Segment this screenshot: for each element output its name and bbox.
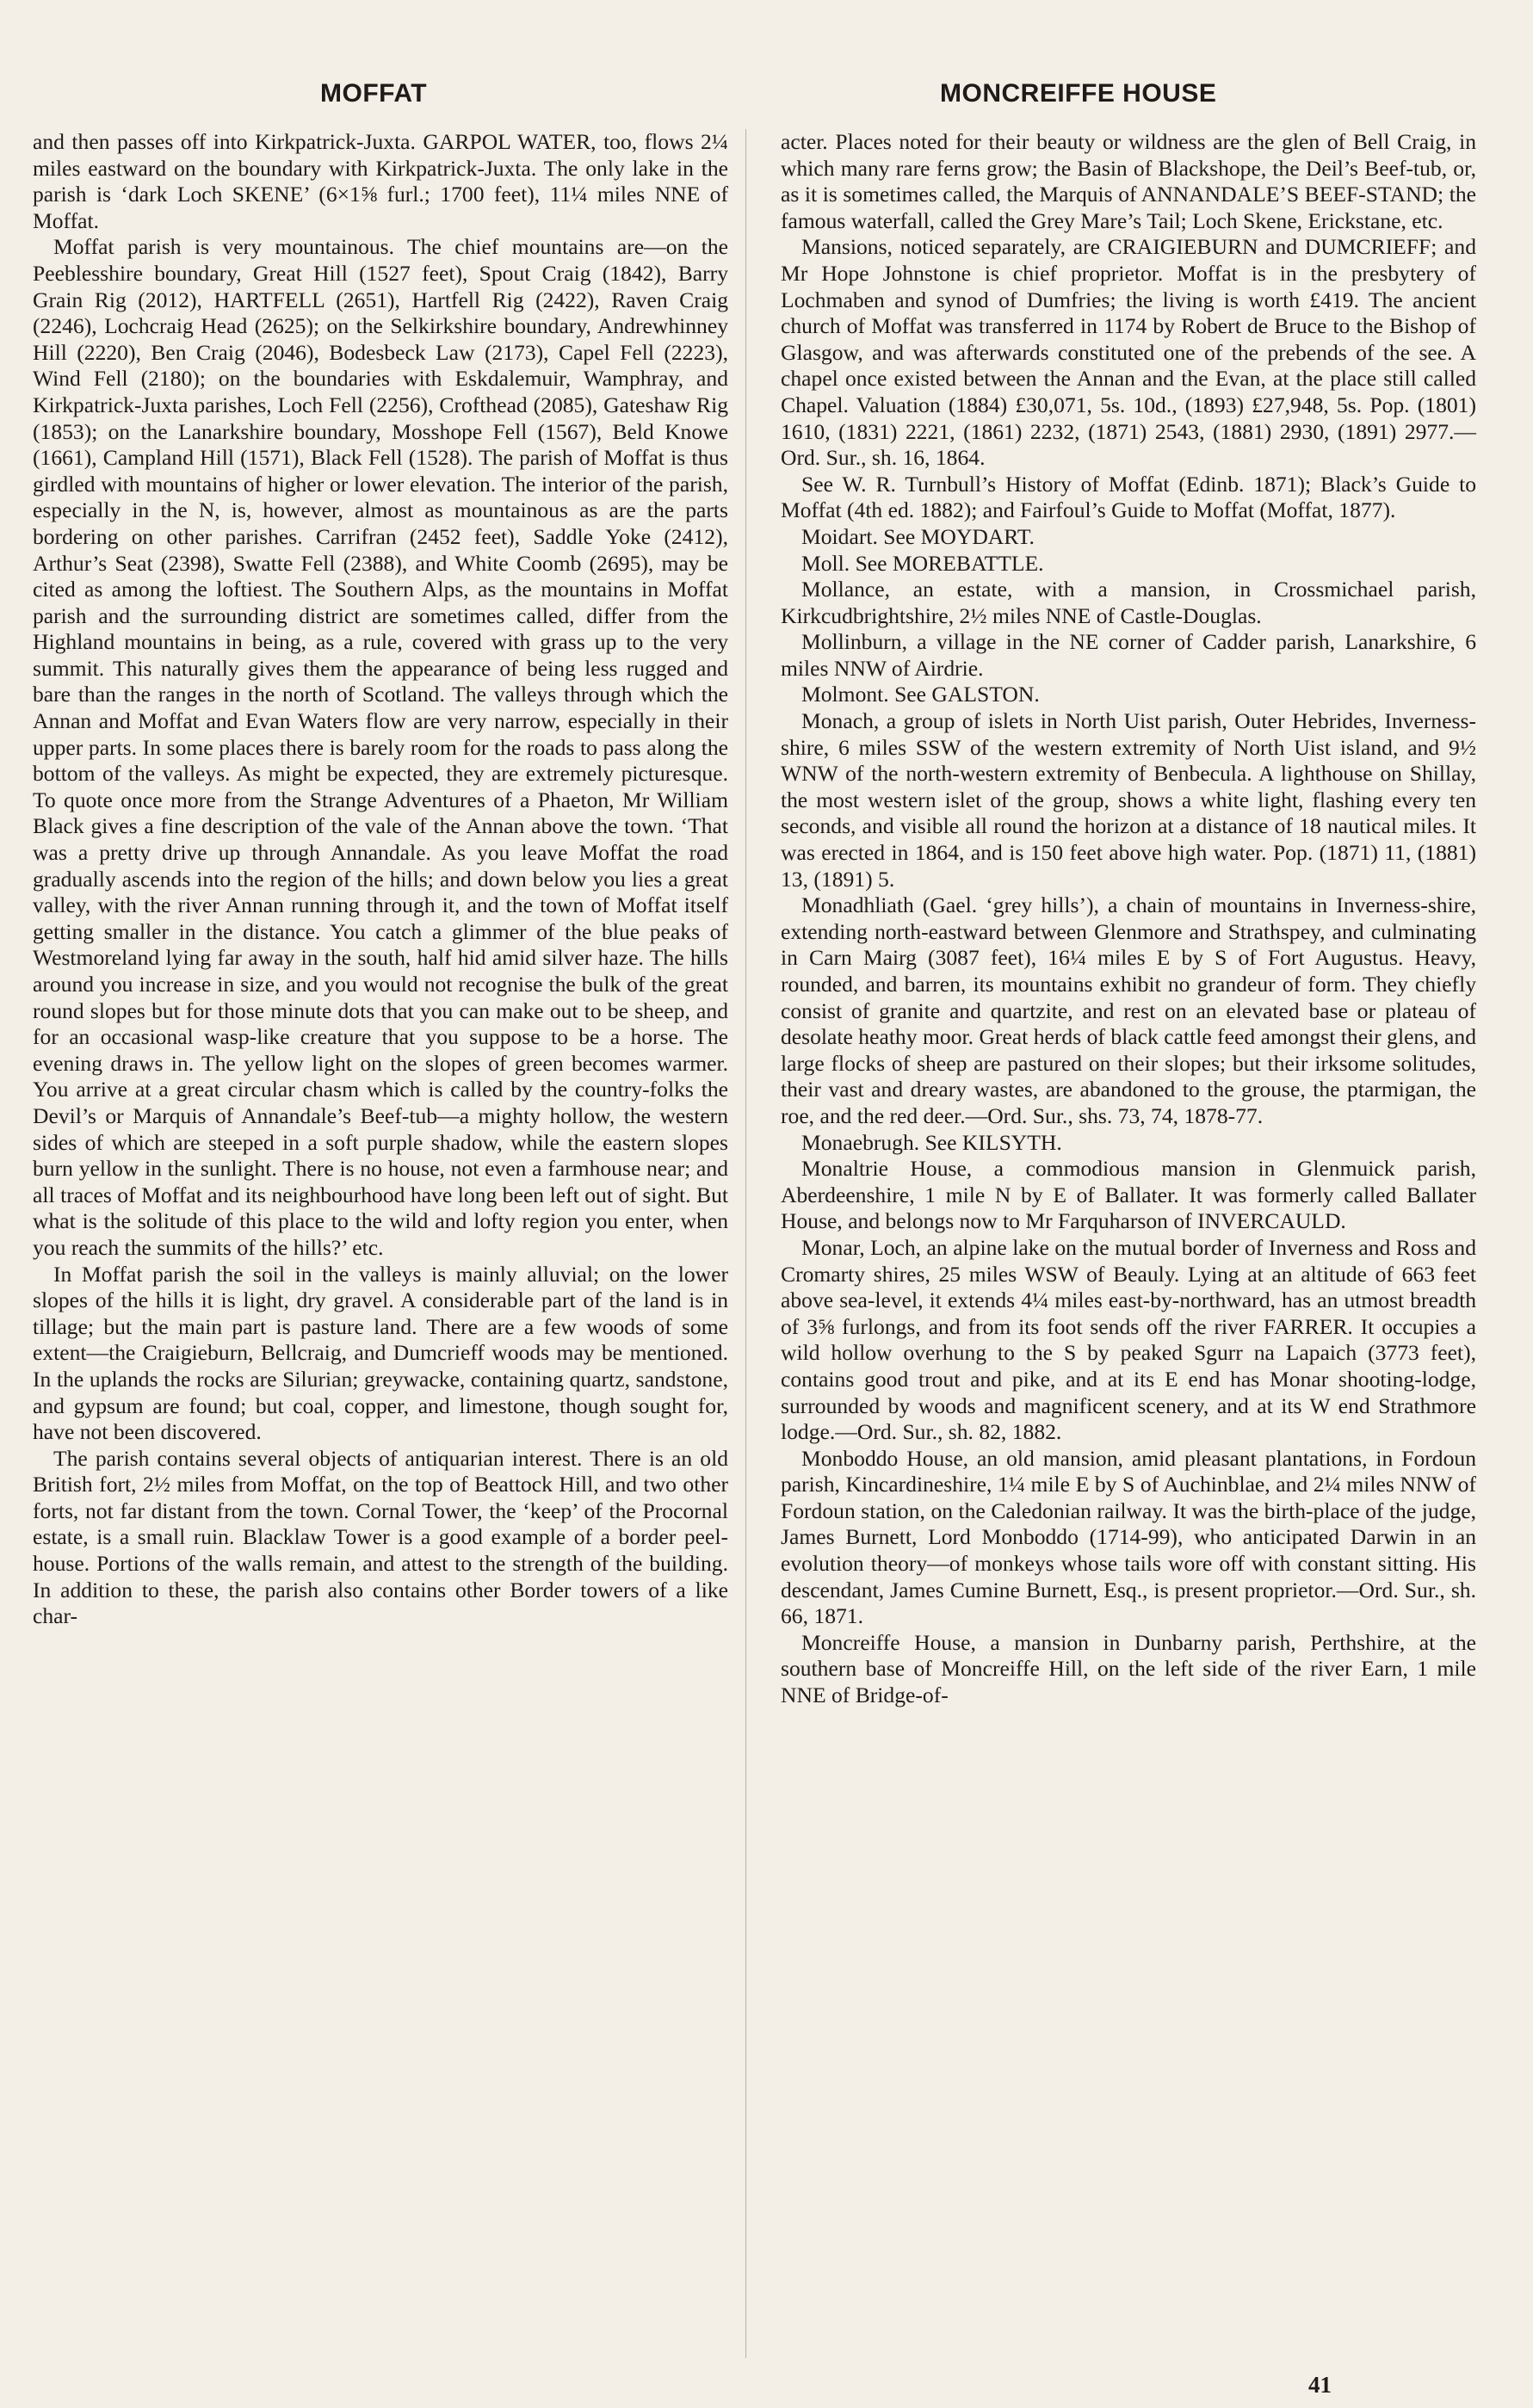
entry-moncreiffe-house: Moncreiffe House, a mansion in Dunbarny parish, Perthshire, at the southern base of Moncreiffe Hill, on the left side of the river Earn, 1 mile NNE of Bridge-of- xyxy=(781,1629,1476,1708)
entry-moidart: Moidart. See MOYDART. xyxy=(801,523,1035,549)
entry-mollinburn: Mollinburn, a village in the NE corner of Cadder parish, Lanarkshire, 6 miles NNW of Airdrie. xyxy=(781,629,1476,681)
left-column xyxy=(33,129,728,1630)
running-head-right: MONCREIFFE HOUSE xyxy=(940,79,1217,108)
entry-monadhliath: Monadhliath (Gael. ‘grey hills’), a chain of mountains in Inverness-shire, extending north-eastward between Glenmore and Strathspey, and culminating in Carn Mairg (3087 feet), 16¼ miles E by S of Fort Augustus. Heavy, rounded, and barren, its mountains exhibit no grandeur of form. They chiefly consist of granite and quartzite, and rest on an elevated base or plateau of desolate heathy moor. Great herds of black cattle feed amongst their glens, and large flocks of sheep are pastured on their slopes; but their irksome solitudes, their vast and dreary wastes, are abandoned to the grouse, the ptarmigan, the roe, and the red deer.—Ord. Sur., shs. 73, 74, 1878-77. xyxy=(781,892,1476,1128)
paragraph: acter. Places noted for their beauty or wildness are the glen of Bell Craig, in which many rare ferns grow; the Basin of Blackshope, the Deil’s Beef-tub, or, as it is sometimes called, the Marquis of ANNANDALE’S BEEF-STAND; the famous waterfall, called the Grey Mare’s Tail; Loch Skene, Erickstane, etc. xyxy=(781,129,1476,233)
page-number: 41 xyxy=(1308,2372,1332,2398)
running-head-left: MOFFAT xyxy=(320,79,428,108)
paragraph: and then passes off into Kirkpatrick-Juxta. GARPOL WATER, too, flows 2¼ miles eastward on the boundary with Kirkpatrick-Juxta. The only lake in the parish is ‘dark Loch SKENE’ (6×1⅝ furl.; 1700 feet), 11¼ miles NNE of Moffat. xyxy=(33,129,728,233)
paragraph: In Moffat parish the soil in the valleys is mainly alluvial; on the lower slopes of the hills it is light, dry gravel. A considerable part of the land is in tillage; but the main part is pasture land. There are a few woods of some extent—the Craigieburn, Bellcraig, and Dumcrieff woods may be mentioned. In the uplands the rocks are Silurian; greywacke, containing quartz, sandstone, and gypsum are found; but coal, copper, and limestone, though sought for, have not been discovered. xyxy=(33,1261,728,1445)
paragraph: Mansions, noticed separately, are CRAIGIEBURN and DUMCRIEFF; and Mr Hope Johnstone is chief proprietor. Moffat is in the presbytery of Lochmaben and synod of Dumfries; the living is worth £419. The ancient church of Moffat was transferred in 1174 by Robert de Bruce to the Bishop of Glasgow, and was afterwards constituted one of the prebends of the see. A chapel once existed between the Annan and the Evan, at the place still called Chapel. Valuation (1884) £30,071, 5s. 10d., (1893) £27,948, 5s. Pop. (1801) 1610, (1831) 2221, (1861) 2232, (1871) 2543, (1881) 2930, (1891) 2977.—Ord. Sur., sh. 16, 1864. xyxy=(781,234,1476,471)
paragraph: Moffat parish is very mountainous. The chief mountains are—on the Peeblesshire boundary, Great Hill (1527 feet), Spout Craig (1842), Barry Grain Rig (2012), HARTFELL (2651), Hartfell Rig (2422), Raven Craig (2246), Lochcraig Head (2625); on the Selkirkshire boundary, Andrewhinney Hill (2220), Ben Craig (2046), Bodesbeck Law (2173), Capel Fell (2223), Wind Fell (2180); on the boundaries with Eskdalemuir, Wamphray, and Kirkpatrick-Juxta parishes, Loch Fell (2256), Crofthead (2085), Gateshaw Rig (1853); on the Lanarkshire boundary, Mosshope Fell (1567), Beld Knowe (1661), Campland Hill (1571), Black Fell (1528). The parish of Moffat is thus girdled with mountains of higher or lower elevation. The interior of the parish, especially in the N, is, however, almost as mountainous as are the parts bordering on other parishes. Carrifran (2452 feet), Saddle Yoke (2412), Arthur’s Seat (2398), Swatte Fell (2388), and White Coomb (2695), may be cited as among the loftiest. The Southern Alps, as the mountains in Moffat parish and the surrounding district are sometimes called, differ from the Highland mountains in being, as a rule, covered with grass up to the very summit. This naturally gives them the appearance of being less rugged and bare than the ranges in the north of Scotland. The valleys through which the Annan and Moffat and Evan Waters flow are very narrow, especially in their upper parts. In some places there is barely room for the roads to pass along the bottom of the valleys. As might be expected, they are extremely picturesque. To quote once more from the Strange Adventures of a Phaeton, Mr William Black gives a fine description of the vale of the Annan above the town. ‘That was a pretty drive up through Annandale. As you leave Moffat the road gradually ascends into the region of the hills; and down below you lies a great valley, with the river Annan running through it, and the town of Moffat itself getting smaller in the distance. You catch a glimmer of the blue peaks of Westmoreland lying far away in the south, half hid amid silver haze. The hills around you increase in size, and you would not recognise the bulk of the great round slopes but for those minute dots that you can make out to be sheep, and for an occasional wasp-like creature that you suppose to be a horse. The evening draws in. The yellow light on the slopes of green becomes warmer. You arrive at a great circular chasm which is called by the country-folks the Devil’s or Marquis of Annandale’s Beef-tub—a mighty hollow, the western sides of which are steeped in a soft purple shadow, while the eastern slopes burn yellow in the sunlight. There is no house, not even a farmhouse near; and all traces of Moffat and its neighbourhood have long been left out of sight. But what is the solitude of this place to the wild and lofty region you enter, when you reach the summits of the hills?’ etc. xyxy=(33,234,728,1260)
entry-monboddo-house: Monboddo House, an old mansion, amid pleasant plantations, in Fordoun parish, Kincardineshire, 1¼ mile E by S of Auchinblae, and 2¼ miles NNW of Fordoun station, on the Caledonian railway. It was the birth-place of the judge, James Burnett, Lord Monboddo (1714-99), who anticipated Darwin in an evolution theory—of monkeys whose tails wore off with constant sitting. His descendant, James Cumine Burnett, Esq., is present proprietor.—Ord. Sur., sh. 66, 1871. xyxy=(781,1445,1476,1629)
column-divider xyxy=(745,129,746,2358)
entry-monaltrie-house: Monaltrie House, a commodious mansion in Glenmuick parish, Aberdeenshire, 1 mile N by E of Ballater. It was formerly called Ballater House, and belongs now to Mr Farquharson of INVERCAULD. xyxy=(781,1156,1476,1234)
paragraph: See W. R. Turnbull’s History of Moffat (Edinb. 1871); Black’s Guide to Moffat (4th ed. 1882); and Fairfoul’s Guide to Moffat (Moffat, 1877). xyxy=(781,471,1476,523)
entry-monaebrugh: Monaebrugh. See KILSYTH. xyxy=(801,1129,1062,1155)
entry-molmont: Molmont. See GALSTON. xyxy=(801,682,1040,707)
right-column xyxy=(781,129,1476,1709)
paragraph: The parish contains several objects of antiquarian interest. There is an old British fort, 2½ miles from Moffat, on the top of Beattock Hill, and two other forts, not far distant from the town. Cornal Tower, the ‘keep’ of the Procornal estate, is a small ruin. Blacklaw Tower is a good example of a border peel-house. Portions of the walls remain, and attest to the strength of the building. In addition to these, the parish also contains other Border towers of a like char- xyxy=(33,1445,728,1629)
entry-monar-loch: Monar, Loch, an alpine lake on the mutual border of Inverness and Ross and Cromarty shires, 25 miles WSW of Beauly. Lying at an altitude of 663 feet above sea-level, it extends 4¼ miles east-by-northward, has an utmost breadth of 3⅝ furlongs, and from its foot sends off the river FARRER. It occupies a wild hollow overhung to the S by peaked Sgurr na Lapaich (3773 feet), contains good trout and pike, and at its E end has Monar shooting-lodge, surrounded by woods and magnificent scenery, and at its W end Strathmore lodge.—Ord. Sur., sh. 82, 1882. xyxy=(781,1234,1476,1445)
entry-mollance: Mollance, an estate, with a mansion, in Crossmichael parish, Kirkcudbrightshire, 2½ miles NNE of Castle-Douglas. xyxy=(781,577,1476,628)
entry-monach: Monach, a group of islets in North Uist parish, Outer Hebrides, Inverness-shire, 6 miles SSW of the western extremity of North Uist island, and 9½ WNW of the north-western extremity of Benbecula. A lighthouse on Shillay, the most western islet of the group, shows a white light, flashing every ten seconds, and visible all round the horizon at a distance of 18 nautical miles. It was erected in 1864, and is 150 feet above high water. Pop. (1871) 11, (1881) 13, (1891) 5. xyxy=(781,708,1476,892)
entry-moll: Moll. See MOREBATTLE. xyxy=(801,550,1044,576)
